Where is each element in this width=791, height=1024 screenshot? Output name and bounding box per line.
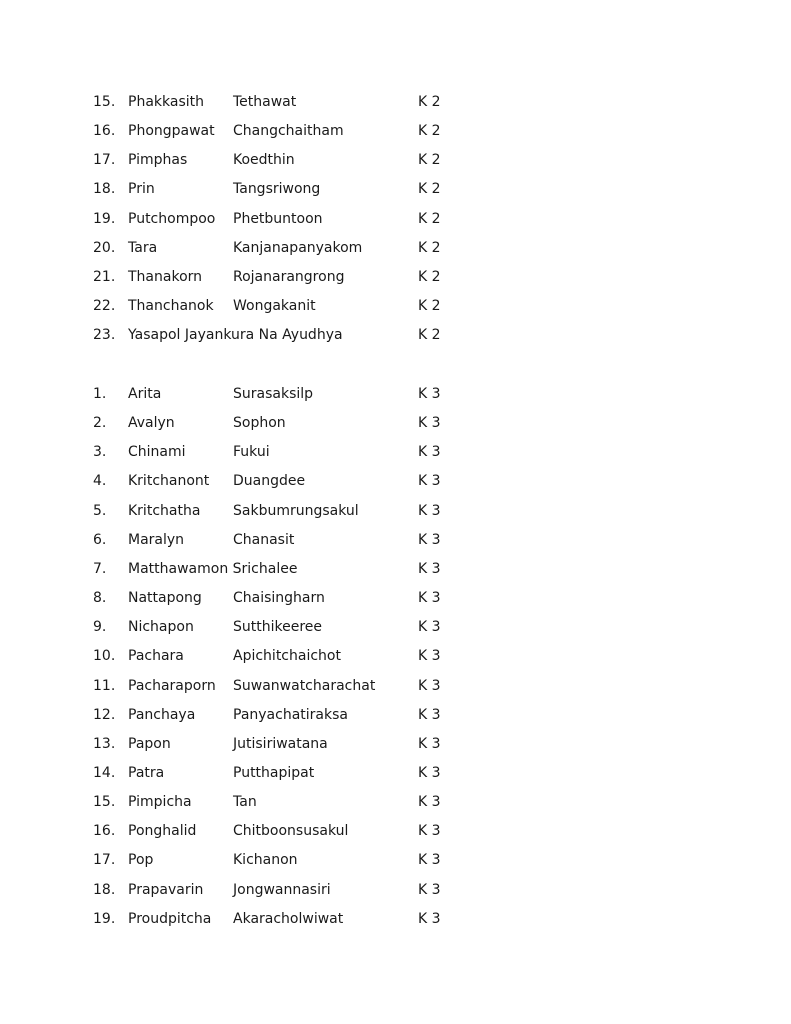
item-number: 14. (93, 765, 116, 781)
last-name: Sakbumrungsakul (233, 503, 359, 519)
item-number: 2. (93, 415, 107, 431)
class-label: K 3 (418, 532, 441, 548)
item-number: 6. (93, 532, 107, 548)
last-name: Panyachatiraksa (233, 707, 348, 723)
last-name: Sophon (233, 415, 286, 431)
last-name: Surasaksilp (233, 386, 314, 402)
item-number: 17. (93, 152, 116, 168)
list-item (0, 296, 791, 316)
list-item (0, 821, 791, 841)
list-item (0, 471, 791, 491)
last-name: Chitboonsusakul (233, 823, 349, 839)
item-number: 16. (93, 123, 116, 139)
list-item (0, 909, 791, 929)
class-label: K 3 (418, 444, 441, 460)
first-name: Pachara (128, 648, 184, 664)
item-number: 12. (93, 707, 116, 723)
first-name: Thanchanok (128, 298, 214, 314)
list-item (0, 209, 791, 229)
list-item (0, 559, 791, 579)
class-label: K 2 (418, 240, 441, 256)
last-name: Phetbuntoon (233, 211, 323, 227)
item-number: 20. (93, 240, 116, 256)
first-name: Pacharaporn (128, 678, 216, 694)
first-name: Nattapong (128, 590, 202, 606)
last-name: Koedthin (233, 152, 295, 168)
list-item (0, 530, 791, 550)
first-name: Maralyn (128, 532, 185, 548)
class-label: K 3 (418, 765, 441, 781)
item-number: 9. (93, 619, 107, 635)
list-item (0, 763, 791, 783)
first-name: Prin (128, 181, 155, 197)
first-name: Pimphas (128, 152, 188, 168)
list-item (0, 646, 791, 666)
class-label: K 3 (418, 823, 441, 839)
item-number: 15. (93, 94, 116, 110)
first-name: Panchaya (128, 707, 196, 723)
last-name: Wongakanit (233, 298, 316, 314)
class-label: K 3 (418, 561, 441, 577)
last-name: Suwanwatcharachat (233, 678, 376, 694)
item-number: 1. (93, 386, 107, 402)
first-name: Chinami (128, 444, 186, 460)
class-label: K 3 (418, 707, 441, 723)
last-name: Tethawat (233, 94, 297, 110)
class-label: K 3 (418, 503, 441, 519)
last-name: Chaisingharn (233, 590, 325, 606)
first-name: Proudpitcha (128, 911, 212, 927)
list-item (0, 850, 791, 870)
last-name: Fukui (233, 444, 270, 460)
class-label: K 3 (418, 794, 441, 810)
first-name: Prapavarin (128, 882, 204, 898)
class-label: K 2 (418, 298, 441, 314)
class-label: K 2 (418, 181, 441, 197)
item-number: 19. (93, 211, 116, 227)
first-name: Patra (128, 765, 165, 781)
class-label: K 2 (418, 269, 441, 285)
list-item (0, 238, 791, 258)
first-name: Kritchanont (128, 473, 210, 489)
last-name: Kichanon (233, 852, 298, 868)
first-name: Pop (128, 852, 154, 868)
last-name: Jutisiriwatana (233, 736, 328, 752)
first-name: Papon (128, 736, 171, 752)
list-item (0, 179, 791, 199)
class-label: K 3 (418, 852, 441, 868)
item-number: 3. (93, 444, 107, 460)
item-number: 17. (93, 852, 116, 868)
class-label: K 2 (418, 94, 441, 110)
class-label: K 3 (418, 736, 441, 752)
class-label: K 3 (418, 678, 441, 694)
class-label: K 3 (418, 648, 441, 664)
class-label: K 3 (418, 386, 441, 402)
item-number: 16. (93, 823, 116, 839)
item-number: 19. (93, 911, 116, 927)
class-label: K 2 (418, 327, 441, 343)
list-item (0, 384, 791, 404)
item-number: 4. (93, 473, 107, 489)
first-name: Phongpawat (128, 123, 215, 139)
last-name: Changchaitham (233, 123, 344, 139)
item-number: 15. (93, 794, 116, 810)
first-name: Thanakorn (128, 269, 203, 285)
first-name: Pimpicha (128, 794, 192, 810)
class-label: K 2 (418, 211, 441, 227)
item-number: 21. (93, 269, 116, 285)
list-item (0, 150, 791, 170)
item-number: 13. (93, 736, 116, 752)
class-label: K 3 (418, 882, 441, 898)
last-name: Jongwannasiri (233, 882, 331, 898)
list-item (0, 92, 791, 112)
last-name: Duangdee (233, 473, 306, 489)
class-label: K 3 (418, 473, 441, 489)
first-name: Arita (128, 386, 162, 402)
list-item (0, 442, 791, 462)
class-label: K 2 (418, 152, 441, 168)
first-name: Phakkasith (128, 94, 204, 110)
last-name: Chanasit (233, 532, 295, 548)
list-item (0, 792, 791, 812)
first-name: Putchompoo (128, 211, 216, 227)
full-name: Yasapol Jayankura Na Ayudhya (128, 327, 343, 343)
item-number: 23. (93, 327, 116, 343)
last-name: Tangsriwong (233, 181, 321, 197)
list-item (0, 501, 791, 521)
class-label: K 3 (418, 911, 441, 927)
first-name: Avalyn (128, 415, 175, 431)
class-label: K 3 (418, 415, 441, 431)
item-number: 10. (93, 648, 116, 664)
last-name: Akaracholwiwat (233, 911, 344, 927)
item-number: 22. (93, 298, 116, 314)
item-number: 18. (93, 882, 116, 898)
list-item (0, 121, 791, 141)
item-number: 7. (93, 561, 107, 577)
list-item (0, 588, 791, 608)
item-number: 5. (93, 503, 107, 519)
class-label: K 3 (418, 590, 441, 606)
list-item (0, 705, 791, 725)
class-label: K 2 (418, 123, 441, 139)
last-name: Kanjanapanyakom (233, 240, 363, 256)
last-name: Sutthikeeree (233, 619, 323, 635)
class-label: K 3 (418, 619, 441, 635)
list-item (0, 880, 791, 900)
item-number: 11. (93, 678, 116, 694)
item-number: 8. (93, 590, 107, 606)
list-item (0, 413, 791, 433)
last-name: Putthapipat (233, 765, 315, 781)
full-name: Matthawamon Srichalee (128, 561, 298, 577)
list-item (0, 325, 791, 345)
last-name: Apichitchaichot (233, 648, 341, 664)
list-item (0, 734, 791, 754)
list-item (0, 676, 791, 696)
first-name: Tara (128, 240, 158, 256)
list-item (0, 617, 791, 637)
last-name: Rojanarangrong (233, 269, 345, 285)
list-item (0, 267, 791, 287)
first-name: Nichapon (128, 619, 194, 635)
first-name: Ponghalid (128, 823, 197, 839)
last-name: Tan (233, 794, 257, 810)
first-name: Kritchatha (128, 503, 201, 519)
item-number: 18. (93, 181, 116, 197)
